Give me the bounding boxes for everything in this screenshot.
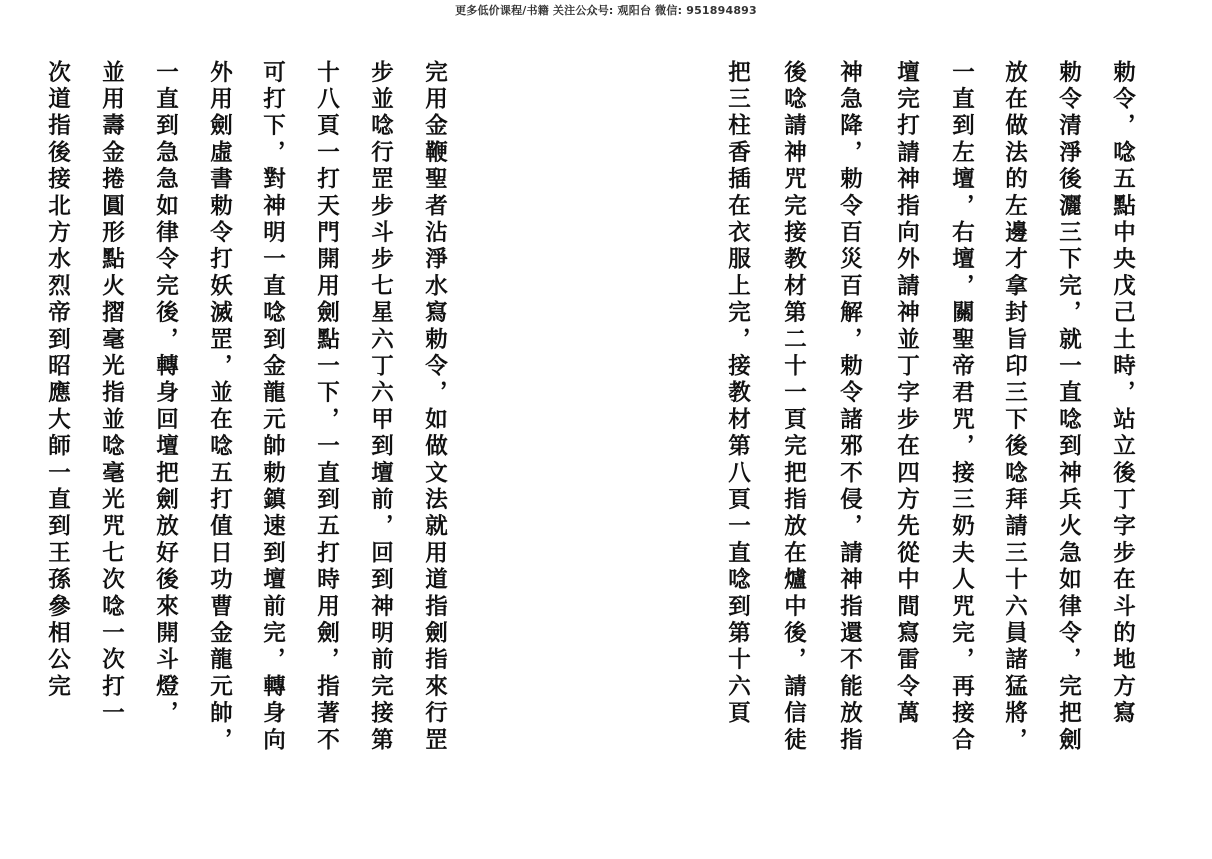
text-column: 把三柱香插在衣服上完，接教材第八頁一直唸到第十六頁 bbox=[724, 60, 751, 728]
text-column: 後唸請神咒完接教材第二十一頁完把指放在爐中後，請信徒 bbox=[780, 60, 807, 755]
text-column: 一直到左壇，右壇，關聖帝君咒，接三奶夫人咒完，再接合 bbox=[948, 60, 975, 755]
text-column: 勅令，唸五點中央戊己土時，站立後丁字步在斗的地方寫 bbox=[1109, 60, 1136, 728]
text-column: 並用壽金捲圓形點火摺毫光指並唸毫光咒七次唸一次打一 bbox=[98, 60, 125, 728]
text-column: 勅令清淨後灑三下完，就一直唸到神兵火急如律令，完把劍 bbox=[1055, 60, 1082, 755]
text-column: 次道指後接北方水烈帝到昭應大師一直到王孫參相公完 bbox=[44, 60, 71, 701]
page-header-watermark: 更多低价课程/书籍 关注公众号: 观阳台 微信: 951894893 bbox=[455, 4, 757, 17]
right-page bbox=[606, 0, 1212, 859]
text-column: 十八頁一打天門開用劍點一下，一直到五打時用劍，指著不 bbox=[313, 60, 340, 755]
text-column: 外用劍虛書勅令打妖滅罡，並在唸五打值日功曹金龍元帥， bbox=[206, 60, 233, 755]
text-column: 完用金鞭聖者沾淨水寫勅令，如做文法就用道指劍指來行罡 bbox=[421, 60, 448, 755]
text-column: 放在做法的左邊才拿封旨印三下後唸拜請三十六員諸猛將， bbox=[1001, 60, 1028, 755]
text-column: 一直到急急如律令完後，轉身回壇把劍放好後來開斗燈， bbox=[152, 60, 179, 728]
text-column: 可打下，對神明一直唸到金龍元帥勅鎮速到壇前完，轉身向 bbox=[259, 60, 286, 755]
text-column: 神急降，勅令百災百解，勅令諸邪不侵，請神指還不能放指 bbox=[836, 60, 863, 755]
text-column: 步並唸行罡步斗步七星六丁六甲到壇前，回到神明前完接第 bbox=[367, 60, 394, 755]
text-column: 壇完打請神指向外請神並丁字步在四方先從中間寫雷令萬 bbox=[893, 60, 920, 728]
